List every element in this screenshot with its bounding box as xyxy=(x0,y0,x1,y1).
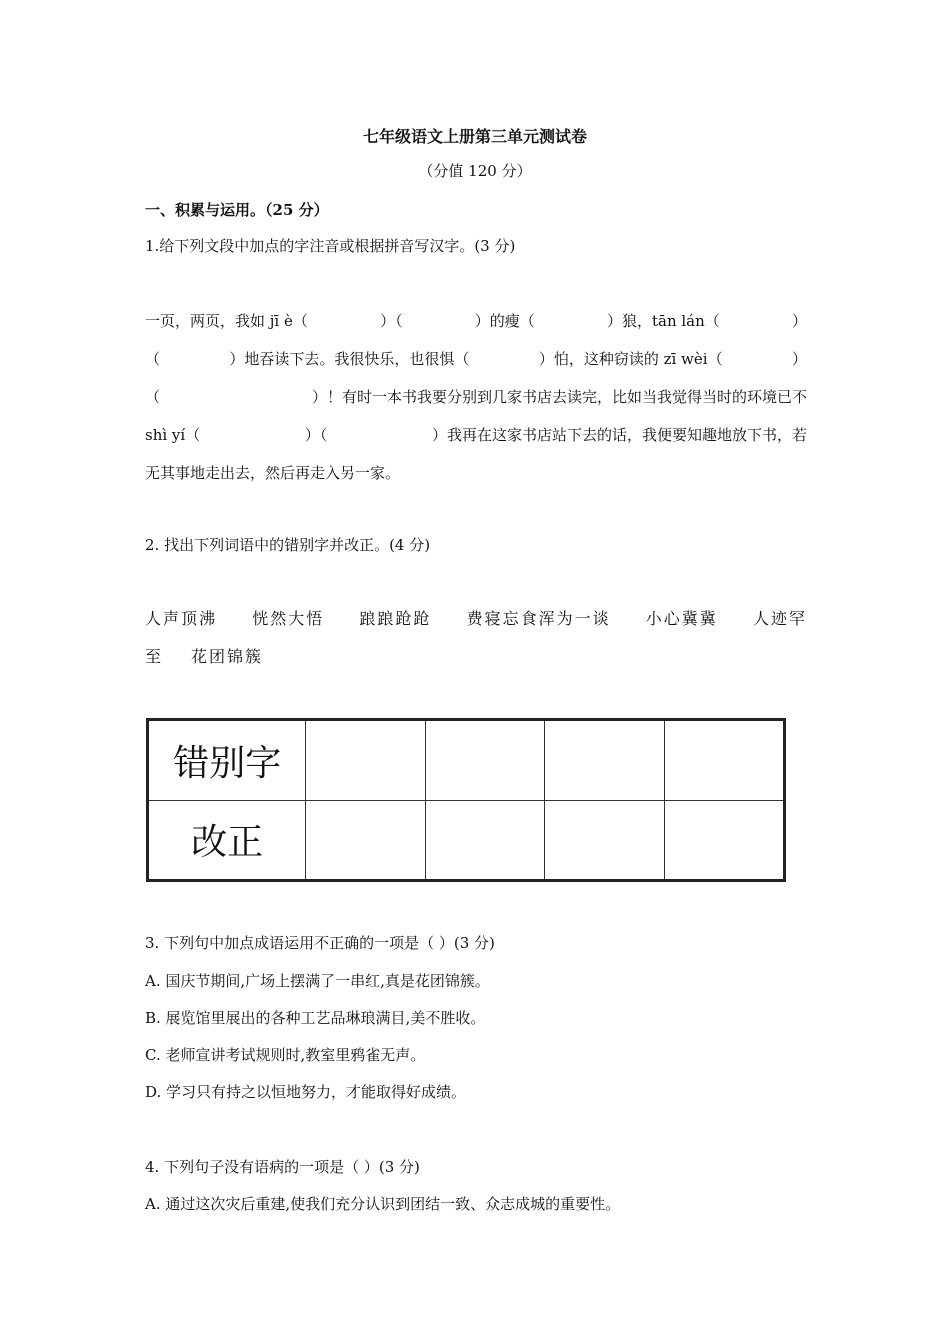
answer-cell[interactable] xyxy=(545,720,664,801)
q3-stem: 3. 下列句中加点成语运用不正确的一项是（ ）(3 分) xyxy=(145,934,495,952)
q2-stem: 2. 找出下列词语中的错别字并改正。(4 分) xyxy=(145,536,431,554)
passage-line: shì yí（ ）（ ）我再在这家书店站下去的话，我便要知趣地放下书，若 xyxy=(145,426,807,444)
answer-cell[interactable] xyxy=(306,800,425,881)
answer-cell[interactable] xyxy=(425,720,544,801)
passage-line: （ ）！有时一本书我要分别到几家书店去读完，比如当我觉得当时的环境已不 xyxy=(145,388,807,406)
score-subtitle: （分值 120 分） xyxy=(418,162,532,180)
table-label-correct: 改正 xyxy=(148,800,306,881)
q1-passage xyxy=(145,311,807,501)
answer-cell[interactable] xyxy=(664,720,784,801)
answer-cell[interactable] xyxy=(664,800,784,881)
word-item: 至 xyxy=(145,647,164,666)
q3-option-c: C. 老师宣讲考试规则时,教室里鸦雀无声。 xyxy=(145,1046,426,1064)
table-label-wrong: 错别字 xyxy=(148,720,306,801)
word-item: 人声顶沸 xyxy=(145,609,218,628)
answer-cell[interactable] xyxy=(545,800,664,881)
word-item: 花团锦簇 xyxy=(191,647,264,666)
page-title: 七年级语文上册第三单元测试卷 xyxy=(362,127,587,146)
q3-option-d: D. 学习只有持之以恒地努力，才能取得好成绩。 xyxy=(145,1083,467,1101)
word-item: 恍然大悟 xyxy=(252,609,325,628)
word-item: 费寝忘食浑为一谈 xyxy=(466,609,611,628)
word-item: 人迹罕 xyxy=(752,609,807,628)
section-heading: 一、积累与运用。（25 分） xyxy=(145,201,329,219)
q2-word-list xyxy=(145,608,807,684)
passage-line: 无其事地走出去，然后再走入另一家。 xyxy=(145,464,401,482)
word-item: 踉踉跄跄 xyxy=(359,609,432,628)
q4-stem: 4. 下列句子没有语病的一项是（ ）(3 分) xyxy=(145,1158,420,1176)
q4-option-a: A. 通过这次灾后重建,使我们充分认识到团结一致、众志成城的重要性。 xyxy=(145,1195,621,1213)
word-item: 小心冀冀 xyxy=(645,609,718,628)
table-row xyxy=(148,720,785,801)
answer-cell[interactable] xyxy=(425,800,544,881)
q3-option-a: A. 国庆节期间,广场上摆满了一串红,真是花团锦簇。 xyxy=(145,972,490,990)
table-row xyxy=(148,800,785,881)
passage-line: （ ）地吞读下去。我很快乐，也很惧（ ）怕，这种窃读的 zī wèi（ ） xyxy=(145,350,807,368)
answer-cell[interactable] xyxy=(306,720,425,801)
q1-stem: 1.给下列文段中加点的字注音或根据拼音写汉字。(3 分) xyxy=(145,237,516,255)
correction-table xyxy=(146,718,786,882)
q3-option-b: B. 展览馆里展出的各种工艺品琳琅满目,美不胜收。 xyxy=(145,1009,486,1027)
passage-line: 一页，两页，我如 jī è（ ）（ ）的瘦（ ）狼，tān lán（ ） xyxy=(145,312,807,330)
